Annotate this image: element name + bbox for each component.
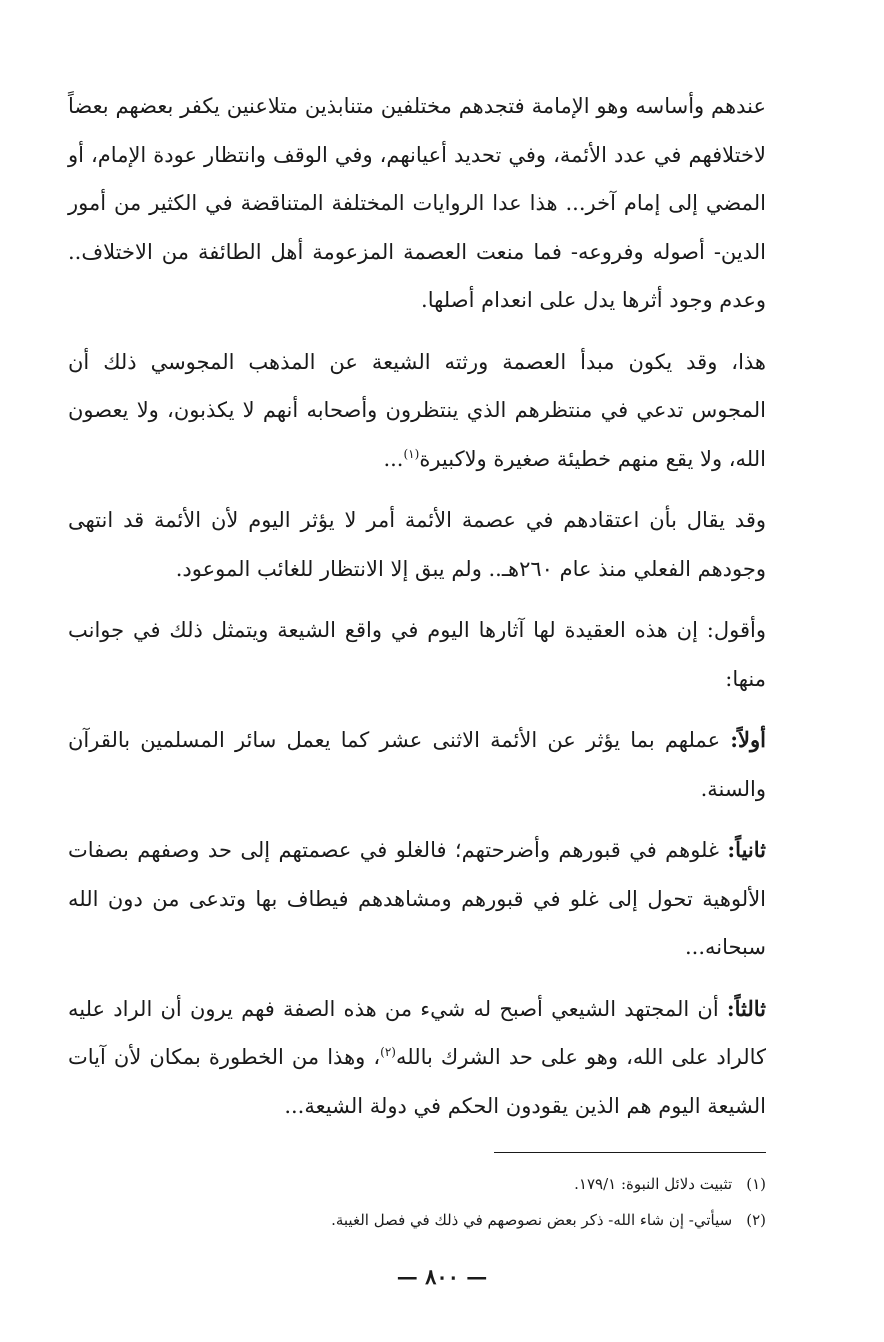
point-label: ثالثاً: <box>726 995 766 1021</box>
paragraph-text: وقد يقال بأن اعتقادهم في عصمة الأئمة أمر لا يؤثر اليوم لأن الأئمة قد انتهى وجودهم الفعلي منذ عام ٢٦٠هـ.. ولم يبق إلا الانتظار للغائب الموعود. <box>68 508 766 581</box>
paragraph-5 <box>68 716 766 813</box>
paragraph-text: أن المجتهد الشيعي أصبح له شيء من هذه الصفة فهم يرون أن الراد عليه كالراد على الله، وهو على حد الشرك بالله <box>68 996 766 1069</box>
paragraph-text: وأقول: إن هذه العقيدة لها آثارها اليوم في واقع الشيعة ويتمثل ذلك في جوانب منها: <box>68 618 766 691</box>
footnote-marker: (١) <box>403 446 420 461</box>
paragraph-7 <box>68 985 766 1131</box>
footnote-number: (١) <box>746 1175 766 1193</box>
footnote-marker: (٢) <box>380 1045 396 1059</box>
paragraph-1 <box>68 82 766 325</box>
paragraph-6 <box>68 826 766 972</box>
point-label: ثانياً: <box>727 837 766 862</box>
page-number: — ٨٠٠ — <box>396 1264 488 1289</box>
point-label: أولاً: <box>730 727 766 752</box>
footnote-1 <box>68 1166 766 1202</box>
footnote-text: سيأتي- إن شاء الله- ذكر بعض نصوصهم في ذلك في فصل الغيبة. <box>331 1211 733 1229</box>
paragraph-text: غلوهم في قبورهم وأضرحتهم؛ فالغلو في عصمتهم إلى حد وصفهم بصفات الألوهية تحول إلى غلو في قبورهم ومشاهدهم فيطاف بها وتدعى من دون الله سبحانه... <box>68 838 766 959</box>
paragraph-3 <box>68 496 766 593</box>
paragraph-tail: ... <box>383 446 404 471</box>
footnote-2 <box>68 1202 766 1238</box>
paragraph-text: هذا، وقد يكون مبدأ العصمة ورثته الشيعة عن المذهب المجوسي ذلك أن المجوس تدعي في منتظرهم الذي ينتظرون وأصحابه أنهم لا يكذبون، ولا يعصون الله، ولا يقع منهم خطيئة صغيرة ولاكبيرة <box>68 349 766 471</box>
footnote-text: تثبيت دلائل النبوة: ١٧٩/١. <box>574 1175 733 1193</box>
paragraph-2 <box>68 338 766 484</box>
footnote-number: (٢) <box>746 1211 766 1229</box>
paragraph-4 <box>68 606 766 703</box>
footnotes <box>68 1166 766 1238</box>
paragraph-tail: ، وهذا من الخطورة بمكان لأن آيات الشيعة اليوم هم الذين يقودون الحكم في دولة الشيعة... <box>68 1045 766 1118</box>
paragraph-text: عملهم بما يؤثر عن الأئمة الاثنى عشر كما يعمل سائر المسلمين بالقرآن والسنة. <box>68 728 766 801</box>
paragraph-text: عندهم وأساسه وهو الإمامة فتجدهم مختلفين متنابذين متلاعنين يكفر بعضهم بعضاً لاختلافهم في عدد الأئمة، وفي تحديد أعيانهم، وفي الوقف وانتظار عودة الإمام، أو المضي إلى إمام آخر... هذا عدا الروايات المختلفة المتناقضة في الكثير من أمور الدين- أصوله وفروعه- فما منعت العصمة المزعومة أهل الطائفة من الاختلاف.. وعدم وجود أثرها يدل على انعدام أصلها. <box>68 94 766 312</box>
footnote-divider <box>494 1152 766 1153</box>
body-text <box>68 82 766 1143</box>
